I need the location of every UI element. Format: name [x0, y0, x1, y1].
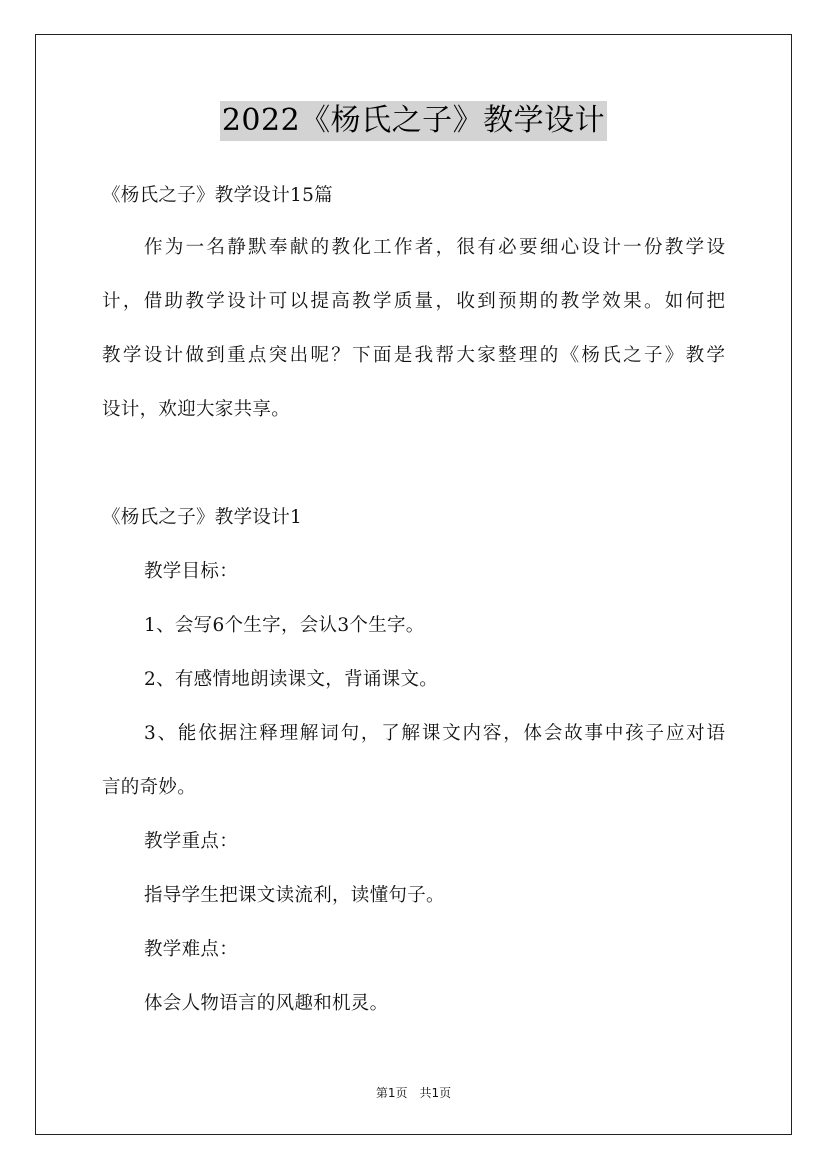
- intro-line-2: [102, 290, 725, 314]
- intro-line-1-text: 作为一名静默奉献的教化工作者，很有必要细心设计一份教学设: [144, 237, 725, 258]
- page-footer: 第1页 共1页: [375, 1086, 452, 1100]
- goal-item-2: 2、有感情地朗读课文，背诵课文。: [144, 669, 439, 690]
- difficulty-text: 体会人物语言的风趣和机灵。: [144, 993, 389, 1014]
- intro-line-3: [102, 344, 725, 368]
- document-title: 2022《杨氏之子》教学设计: [220, 101, 607, 141]
- title-container: [0, 101, 827, 141]
- intro-line-4: 设计，欢迎大家共享。: [102, 399, 291, 420]
- intro-line-3-text: 教学设计做到重点突出呢？下面是我帮大家整理的《杨氏之子》教学: [102, 345, 725, 366]
- section-heading: 《杨氏之子》教学设计1: [102, 507, 303, 528]
- difficulty-label: 教学难点：: [144, 939, 239, 960]
- goal-item-3-line-1-text: 3、能依据注释理解词句，了解课文内容，体会故事中孩子应对语: [144, 723, 725, 744]
- goals-label: 教学目标：: [144, 561, 239, 582]
- goal-item-3-line-1: [144, 722, 725, 746]
- document-subtitle: 《杨氏之子》教学设计15篇: [102, 185, 333, 206]
- intro-line-2-text: 计，借助教学设计可以提高教学质量，收到预期的教学效果。如何把: [102, 291, 725, 312]
- key-points-label: 教学重点：: [144, 831, 239, 852]
- key-points-text: 指导学生把课文读流利，读懂句子。: [144, 885, 445, 906]
- goal-item-3-line-2: 言的奇妙。: [102, 777, 197, 798]
- goal-item-1: 1、会写6个生字，会认3个生字。: [144, 615, 425, 636]
- intro-line-1: [144, 236, 725, 260]
